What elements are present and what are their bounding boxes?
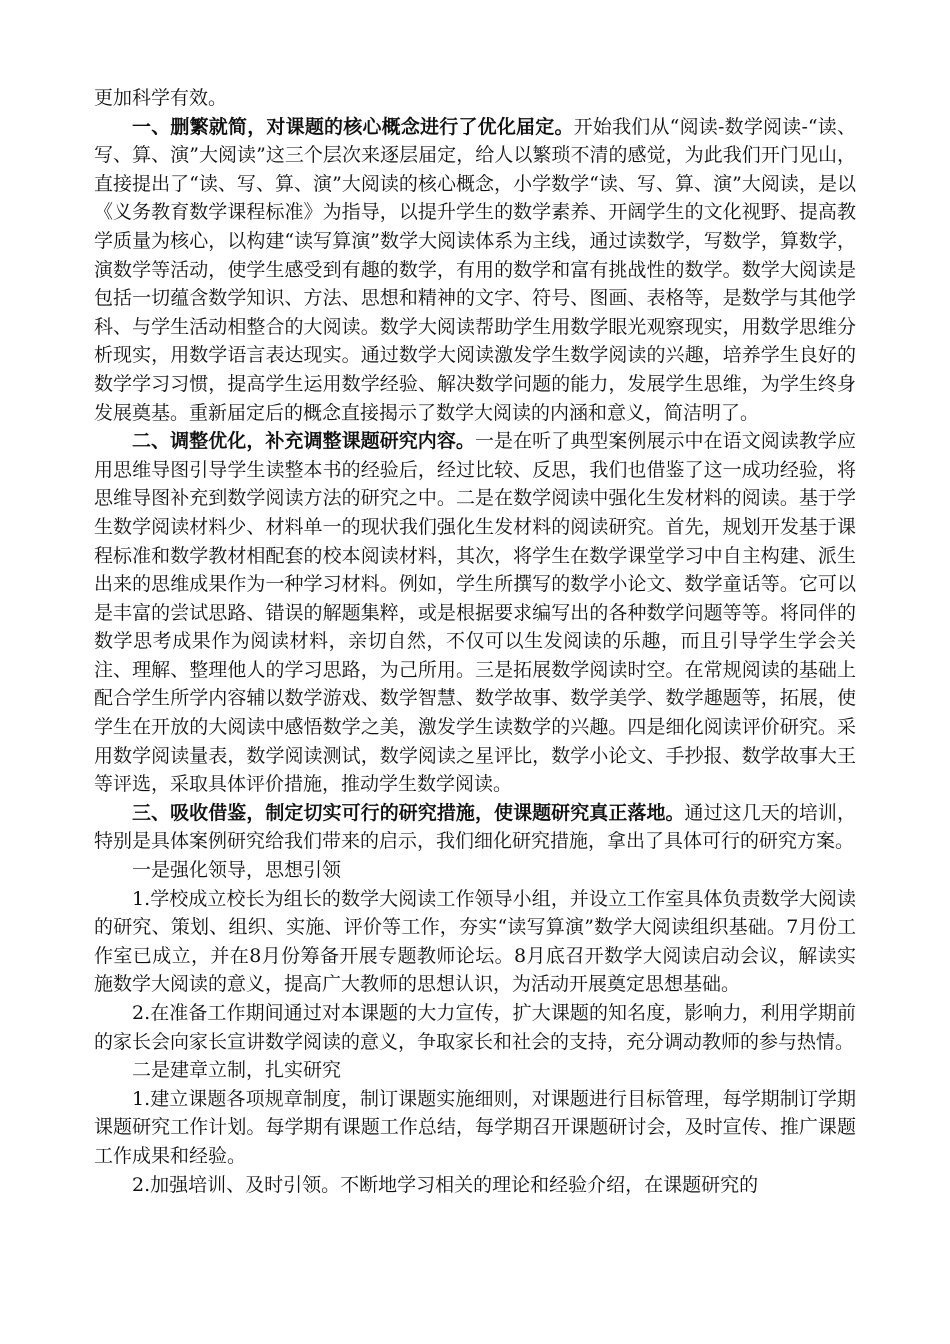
section-1-body: 开始我们从“阅读-数学阅读-“读、写、算、演”大阅读”这三个层次来逐层届定，给人以繁琐不清的感觉，为此我们开门见山，直接提出了“读、写、算、演”大阅读的核心概念，小学数学“读、写、算、演”大阅读，是以《义务教育数学课程标准》为指导，以提升学生的数学素养、开阔学生的文化视野、提高教学质量为核心，以构建“读写算演”数学大阅读体系为主线，通过读数学，写数学，算数学，演数学等活动，使学生感受到有趣的数学，有用的数学和富有挑战性的数学。数学大阅读是包括一切蕴含数学知识、方法、思想和精神的文字、符号、图画、表格等，是数学与其他学科、与学生活动相整合的大阅读。数学大阅读帮助学生用数学眼光观察现实，用数学思维分析现实，用数学语言表达现实。通过数学大阅读激发学生数学阅读的兴趣，培养学生良好的数学学习习惯，提高学生运用数学经验、解决数学问题的能力，发展学生思维，为学生终身发展奠基。重新届定后的概念直接揭示了数学大阅读的内涵和意义，简洁明了。 — [94, 115, 856, 424]
section-2-body: 一是在听了典型案例展示中在语文阅读教学应用思维导图引导学生读整本书的经验后，经过比较、反思，我们也借鉴了这一成功经验，将思维导图补充到数学阅读方法的研究之中。二是在数学阅读中强化生发材料的阅读。基于学生数学阅读材料少、材料单一的现状我们强化生发材料的阅读研究。首先，规划开发基于课程标准和数学教材相配套的校本阅读材料，其次，将学生在数学课堂学习中自主构建、派生出来的思维成果作为一种学习材料。例如，学生所撰写的数学小论文、数学童话等。它可以是丰富的尝试思路、错误的解题集粹，或是根据要求编写出的各种数学问题等等。将同伴的数学思考成果作为阅读材料，亲切自然，不仅可以生发阅读的乐趣，而且引导学生学会关注、理解、整理他人的学习思路，为己所用。三是拓展数学阅读时空。在常规阅读的基础上配合学生所学内容辅以数学游戏、数学智慧、数学故事、数学美学、数学趣题等，拓展，使学生在开放的大阅读中感悟数学之美，激发学生读数学的兴趣。四是细化阅读评价研究。采用数学阅读量表，数学阅读测试，数学阅读之星评比，数学小论文、手抄报、数学故事大王等评选，采取具体评价措施，推动学生数学阅读。 — [94, 430, 856, 796]
section-1-heading: 一、删繁就简，对课题的核心概念进行了优化届定。 — [132, 115, 574, 138]
section-3-body: 通过这几天的培训，特别是具体案例研究给我们带来的启示，我们细化研究措施，拿出了具体可行的研究方案。 — [94, 801, 856, 853]
leadership-item-2: 2.在准备工作期间通过对本课题的大力宣传，扩大课题的知名度，影响力，利用学期前的家长会向家长宣讲数学阅读的意义，争取家长和社会的支持，充分调动教师的参与热情。 — [94, 1002, 856, 1053]
section-2-paragraph — [94, 427, 856, 799]
leadership-item-1: 1.学校成立校长为组长的数学大阅读工作领导小组，并设立工作室具体负责数学大阅读的研究、策划、组织、实施、评价等工作，夯实“读写算演”数学大阅读组织基础。7月份工作室已成立，并在8月份筹备开展专题教师论坛。8月底召开数学大阅读启动会议，解读实施数学大阅读的意义，提高广大教师的思想认识，为活动开展奠定思想基础。 — [94, 887, 856, 996]
section-2-heading: 二、调整优化，补充调整课题研究内容。 — [132, 430, 475, 453]
rules-item-1: 1.建立课题各项规章制度，制订课题实施细则，对课题进行目标管理，每学期制订学期课题研究工作计划。每学期有课题工作总结，每学期召开课题研讨会，及时宣传、推广课题工作成果和经验。 — [94, 1087, 856, 1167]
section-1-paragraph — [94, 113, 856, 428]
section-3-heading: 三、吸收借鉴，制定切实可行的研究措施，使课题研究真正落地。 — [132, 801, 685, 824]
subheading-leadership: 一是强化领导，思想引领 — [132, 859, 342, 882]
rules-item-2: 2.加强培训、及时引领。不断地学习相关的理论和经验介绍，在课题研究的 — [132, 1173, 759, 1196]
subheading-rules: 二是建章立制，扎实研究 — [132, 1059, 342, 1082]
section-3-paragraph — [94, 799, 856, 856]
paragraph-continuation: 更加科学有效。 — [94, 87, 228, 109]
